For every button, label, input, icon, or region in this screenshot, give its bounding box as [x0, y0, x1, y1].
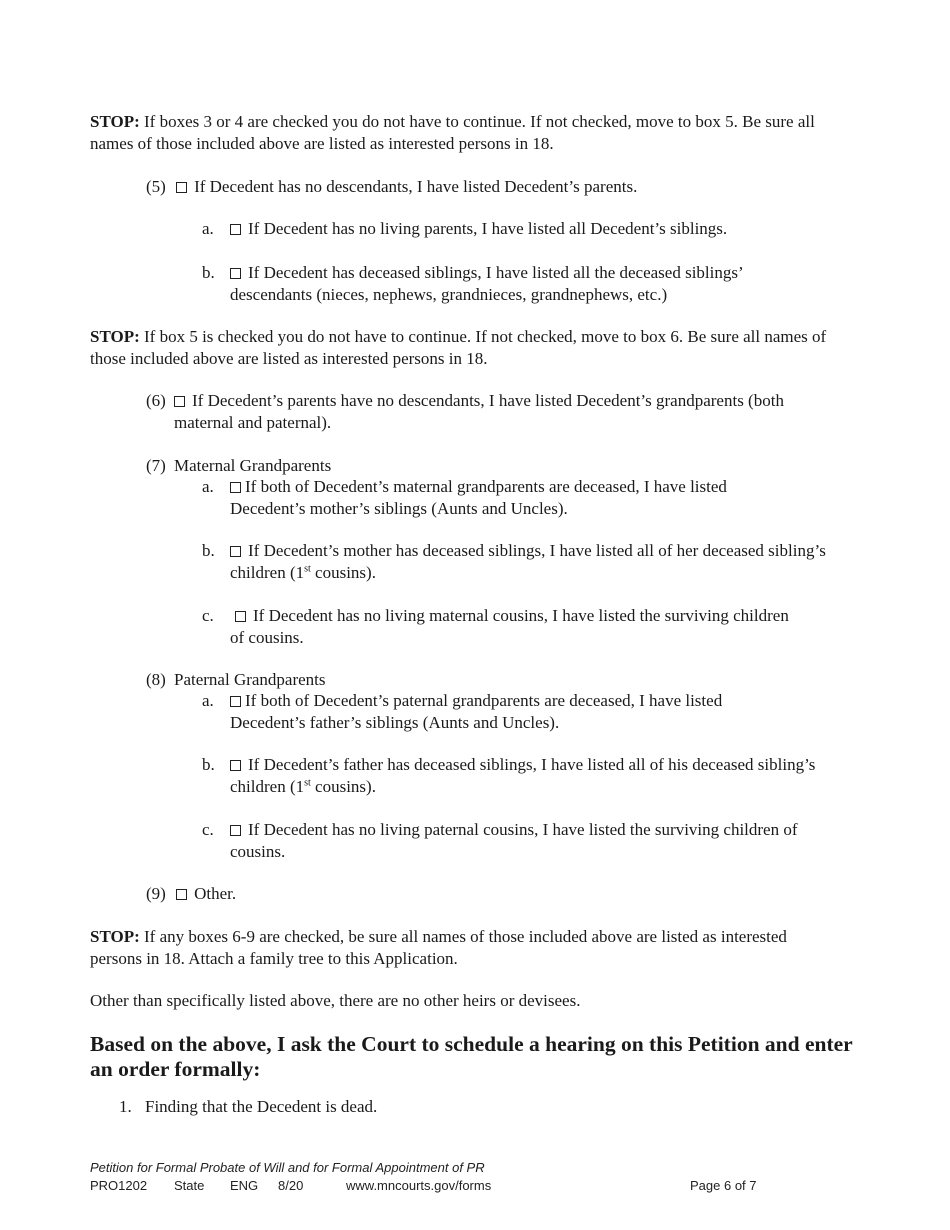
footer-revision: 8/20 [278, 1178, 304, 1193]
checkbox-item-8a[interactable] [230, 696, 241, 707]
request-heading: Based on the above, I ask the Court to schedule a hearing on this Petition and enter an order formally: [90, 1032, 853, 1081]
item-number: (6) [146, 391, 166, 410]
item-text: If Decedent has deceased siblings, I have listed all the deceased siblings’ descendants (nieces, nephews, grandnieces, grandnephews, etc.) [230, 263, 743, 304]
footer-page-number: Page 6 of 7 [690, 1178, 757, 1193]
stop-instruction-1 [90, 111, 850, 154]
section-title: Maternal Grandparents [174, 456, 332, 475]
item-text: If Decedent has no living paternal cousins, I have listed the surviving children of cousins. [230, 820, 798, 861]
item-text: If both of Decedent’s paternal grandparents are deceased, I have listed Decedent’s father’s siblings (Aunts and Uncles). [230, 691, 723, 732]
item-8b [202, 754, 827, 797]
item-7b [202, 540, 837, 583]
item-7-heading [146, 455, 546, 477]
footer-language: ENG [230, 1178, 259, 1193]
checkbox-item-7b[interactable] [230, 546, 241, 557]
item-text: If both of Decedent’s maternal grandparents are deceased, I have listed Decedent’s mother’s siblings (Aunts and Uncles). [230, 477, 727, 518]
checkbox-item-7c[interactable] [235, 611, 246, 622]
stop-label: STOP: [90, 327, 140, 346]
item-letter: a. [202, 477, 214, 496]
item-8c [202, 819, 847, 862]
item-text: If Decedent’s father has deceased siblings, I have listed all of his deceased sibling’s children (1 [230, 755, 816, 796]
item-7c [202, 605, 802, 648]
item-5b [202, 262, 812, 305]
item-letter: c. [202, 606, 214, 625]
checkbox-item-9[interactable] [176, 889, 187, 900]
item-number: (9) [146, 884, 166, 903]
item-text-end: cousins). [310, 562, 376, 582]
item-text: Finding that the Decedent is dead. [145, 1097, 378, 1116]
ordinal-suffix: st [304, 562, 311, 574]
item-text: If Decedent has no living parents, I have listed all Decedent’s siblings. [248, 219, 728, 238]
footer-form-title: Petition for Formal Probate of Will and for Formal Appointment of PR [90, 1160, 485, 1175]
ordinal-suffix: st [304, 776, 311, 788]
item-number: 1. [119, 1097, 132, 1116]
item-letter: c. [202, 820, 214, 839]
finding-1 [119, 1096, 619, 1118]
item-letter: a. [202, 219, 214, 238]
stop-instruction-2 [90, 326, 835, 369]
item-letter: b. [202, 541, 215, 560]
item-5a [202, 218, 842, 240]
footer-form-code: PRO1202 [90, 1178, 148, 1193]
checkbox-item-5b[interactable] [230, 268, 241, 279]
stop-text: If any boxes 6-9 are checked, be sure all names of those included above are listed as interested persons in 18. Attach a family tree to this Application. [90, 927, 787, 968]
item-text-end: cousins). [310, 776, 376, 796]
checkbox-item-6[interactable] [174, 396, 185, 407]
item-6 [146, 390, 826, 433]
stop-label: STOP: [90, 112, 140, 131]
item-text: If Decedent’s parents have no descendants, I have listed Decedent’s grandparents (both maternal and paternal). [174, 391, 784, 432]
checkbox-item-5a[interactable] [230, 224, 241, 235]
item-number: (8) [146, 670, 166, 689]
stop-label: STOP: [90, 927, 140, 946]
item-text: If Decedent’s mother has deceased siblings, I have listed all of her deceased sibling’s children (1 [230, 541, 826, 582]
item-letter: b. [202, 263, 215, 282]
item-text: If Decedent has no descendants, I have listed Decedent’s parents. [194, 177, 638, 196]
item-number: (7) [146, 456, 166, 475]
checkbox-item-8b[interactable] [230, 760, 241, 771]
section-title: Paternal Grandparents [174, 670, 326, 689]
item-9 [146, 883, 446, 905]
item-8a [202, 690, 792, 733]
footer-website: www.mncourts.gov/forms [346, 1178, 492, 1193]
item-7a [202, 476, 792, 519]
stop-instruction-3 [90, 926, 790, 969]
item-5 [146, 176, 846, 198]
checkbox-item-8c[interactable] [230, 825, 241, 836]
item-text: Other. [194, 884, 237, 903]
stop-text: If box 5 is checked you do not have to continue. If not checked, move to box 6. Be sure all names of those included above are listed as interested persons in 18. [90, 327, 827, 368]
item-text: If Decedent has no living maternal cousins, I have listed the surviving children of cousins. [230, 606, 789, 647]
item-letter: a. [202, 691, 214, 710]
item-8-heading [146, 669, 546, 691]
footer-jurisdiction: State [174, 1178, 205, 1193]
checkbox-item-5[interactable] [176, 182, 187, 193]
item-number: (5) [146, 177, 166, 196]
no-other-heirs-statement: Other than specifically listed above, there are no other heirs or devisees. [90, 991, 581, 1010]
stop-text: If boxes 3 or 4 are checked you do not have to continue. If not checked, move to box 5. Be sure all names of those included above are listed as interested persons in 18. [90, 112, 815, 153]
item-letter: b. [202, 755, 215, 774]
checkbox-item-7a[interactable] [230, 482, 241, 493]
